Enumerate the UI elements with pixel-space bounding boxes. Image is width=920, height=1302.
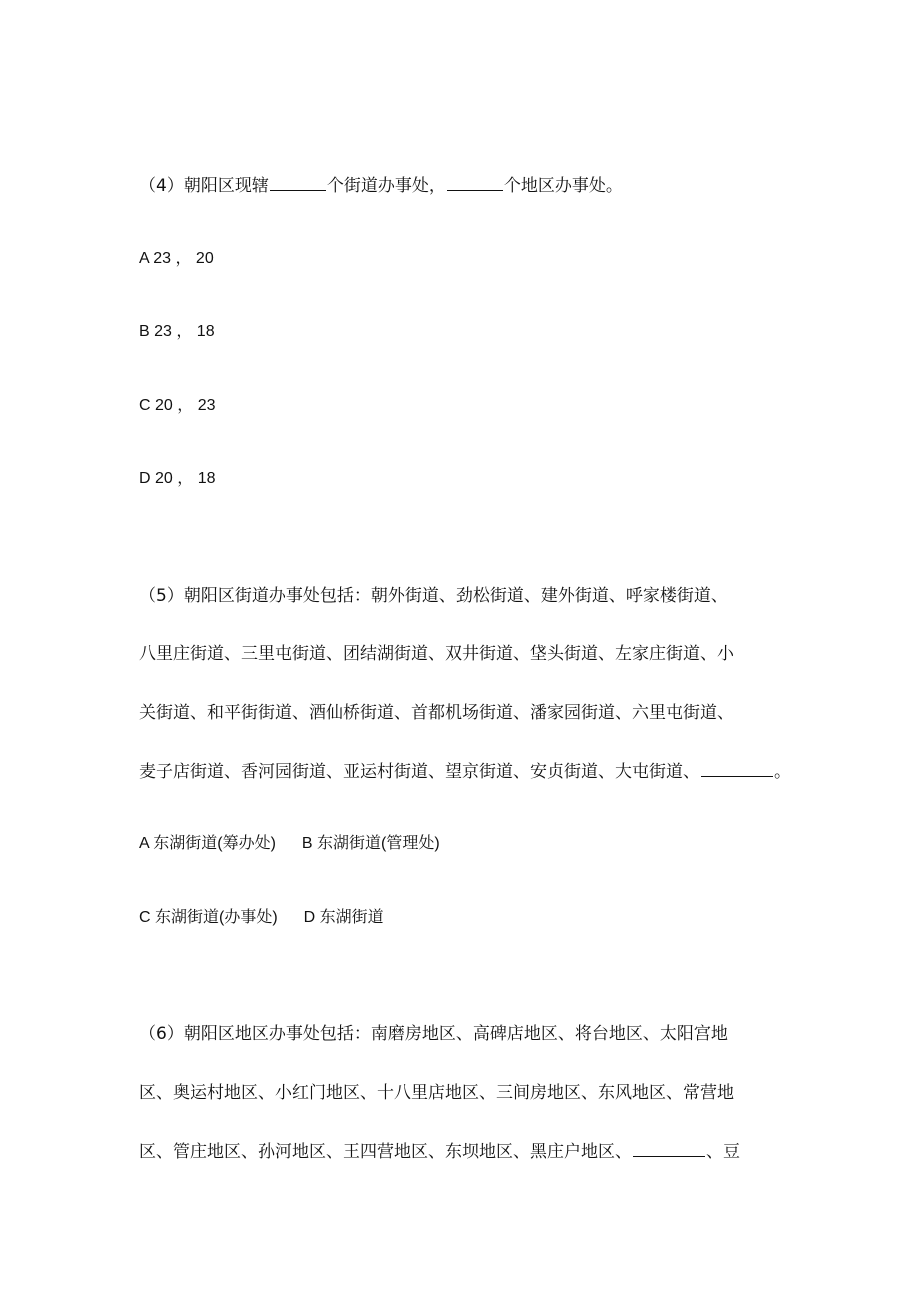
q6-stem-line-1: （6）朝阳区地区办事处包括：南磨房地区、高碑店地区、将台地区、太阳宫地 <box>139 1024 728 1044</box>
q5-options-row-1 <box>139 832 440 856</box>
q6-stem-line-3-prefix: 区、管庄地区、孙河地区、王四营地区、东坝地区、黑庄户地区、 <box>139 1142 632 1162</box>
q6-stem-line-3 <box>139 1139 740 1164</box>
q4-blank-1 <box>270 173 326 191</box>
q4-stem-prefix: （4）朝阳区现辖 <box>139 176 269 196</box>
q4-option-a: A 23 ， 20 <box>139 250 214 267</box>
q5-stem-line-2: 八里庄街道、三里屯街道、团结湖街道、双井街道、垡头街道、左家庄街道、小 <box>139 644 734 664</box>
q4-blank-2 <box>447 173 503 191</box>
q5-stem-line-1: （5）朝阳区街道办事处包括：朝外街道、劲松街道、建外街道、呼家楼街道、 <box>139 586 728 606</box>
q5-stem-line-4-prefix: 麦子店街道、香河园街道、亚运村街道、望京街道、安贞街道、大屯街道、 <box>139 762 700 782</box>
q6-blank <box>633 1139 705 1157</box>
q4-option-b: B 23 ， 18 <box>139 323 215 340</box>
q4-stem <box>139 173 623 198</box>
q5-options-row-2 <box>139 906 384 930</box>
q4-option-c: C 20 ， 23 <box>139 397 216 414</box>
q5-stem-line-4-suffix: 。 <box>774 762 791 782</box>
q5-option-a: A 东湖街道(筹办处) <box>139 835 276 852</box>
q4-stem-suffix: 个地区办事处。 <box>503 176 623 196</box>
q5-blank <box>701 759 773 777</box>
q5-option-c: C 东湖街道(办事处) <box>139 909 278 926</box>
q5-stem-line-3: 关街道、和平街街道、酒仙桥街道、首都机场街道、潘家园街道、六里屯街道、 <box>139 703 734 723</box>
q5-stem-line-4 <box>139 759 791 784</box>
q5-option-b: B 东湖街道(管理处) <box>301 835 440 852</box>
q4-option-d: D 20 ， 18 <box>139 470 216 487</box>
q6-stem-line-3-suffix: 、豆 <box>706 1142 740 1162</box>
q6-stem-line-2: 区、奥运村地区、小红门地区、十八里店地区、三间房地区、东风地区、常营地 <box>139 1083 734 1103</box>
q4-stem-mid: 个街道办事处， <box>326 176 446 196</box>
q5-option-d: D 东湖街道 <box>303 909 384 926</box>
